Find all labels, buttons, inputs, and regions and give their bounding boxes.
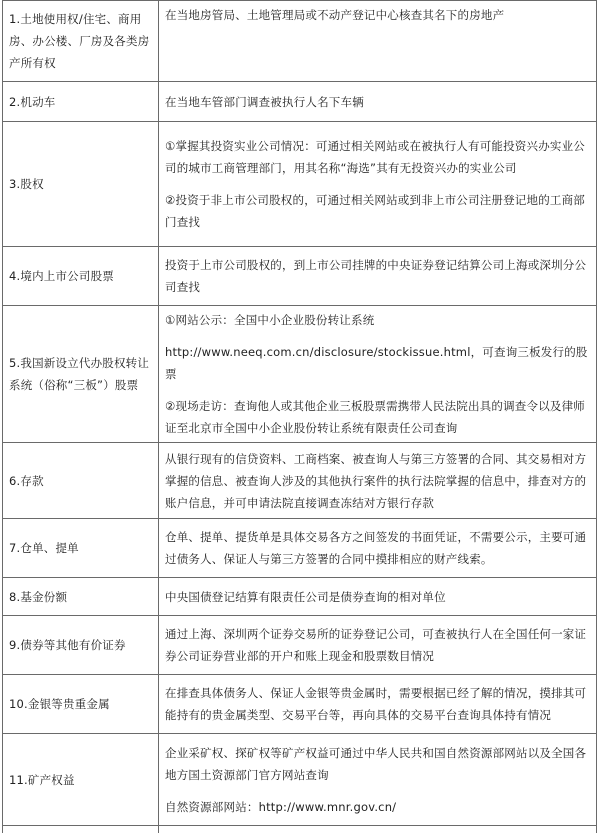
table-row bbox=[3, 82, 597, 122]
inquiry-method-text: ①掌握其投资实业公司情况：可通过相关网站或在被执行人有可能投资兴办实业公司的城市工商管理部门，用其名称“海选”其有无投资兴办的实业公司 bbox=[165, 139, 586, 175]
asset-category-cell: 5.我国新设立代办股权转让系统（俗称“三板”）股票 bbox=[3, 306, 159, 443]
inquiry-method-text: 中央国债登记结算有限责任公司是债券查询的相对单位 bbox=[165, 589, 446, 604]
inquiry-method-text: 在排查具体债务人、保证人金银等贵金属时，需要根据已经了解的情况，摸排其可能持有的贵金属类型、交易平台等，再向具体的交易平台查询具体持有情况 bbox=[165, 686, 587, 722]
stock-url-text: http://www.neeq.com.cn/disclosure/stockissue.html，可查询三板发行的股票 bbox=[165, 345, 588, 381]
asset-category-cell: 3.股权 bbox=[3, 122, 159, 247]
inquiry-method-cell bbox=[159, 122, 597, 247]
asset-inquiry-table bbox=[2, 0, 597, 833]
asset-category-cell: 10.金银等贵重金属 bbox=[3, 675, 159, 734]
inquiry-method-text: 在当地房管局、土地管理局或不动产登记中心核查其名下的房地产 bbox=[165, 8, 505, 22]
inquiry-method-text: 在当地车管部门调查被执行人名下车辆 bbox=[165, 94, 364, 109]
inquiry-method-text: 从银行现有的信贷资料、工商档案、被查询人与第三方签署的合同、其交易相对方掌握的信息、被查询人涉及的其他执行案件的执行法院掌握的信息中，排查对方的账户信息，并可申请法院直接调查冻结对方银行存款 bbox=[165, 451, 587, 510]
inquiry-method-text: ②现场走访：查询他人或其他企业三板股票需携带人民法院出具的调查令以及律师证至北京市全国中小企业股份转让系统有限责任公司查询 bbox=[165, 399, 586, 435]
table-row bbox=[3, 616, 597, 675]
inquiry-method-text: 通过上海、深圳两个证券交易所的证券登记公司，可查被执行人在全国任何一家证券公司证券营业部的开户和账上现金和股票数目情况 bbox=[165, 627, 587, 663]
table-row bbox=[3, 1, 597, 82]
inquiry-method-cell bbox=[159, 1, 597, 82]
inquiry-method-text: 企业采矿权、探矿权等矿产权益可通过中华人民共和国自然资源部网站以及全国各地方国土资源部门官方网站查询 bbox=[165, 745, 587, 782]
asset-category-cell: 7.仓单、提单 bbox=[3, 519, 159, 578]
website-url-text: 自然资源部网站：http://www.mnr.gov.cn/ bbox=[165, 799, 397, 814]
inquiry-method-text: ①网站公示：全国中小企业股份转让系统 bbox=[165, 313, 375, 327]
inquiry-method-cell bbox=[159, 616, 597, 675]
inquiry-method-cell bbox=[159, 578, 597, 616]
inquiry-method-text: ②投资于非上市公司股权的，可通过相关网站或到非上市公司注册登记地的工商部门查找 bbox=[165, 193, 586, 229]
table-row bbox=[3, 578, 597, 616]
inquiry-method-cell bbox=[159, 826, 597, 833]
inquiry-method-cell bbox=[159, 247, 597, 306]
table-row bbox=[3, 306, 597, 443]
table-row bbox=[3, 675, 597, 734]
table-row bbox=[3, 247, 597, 306]
inquiry-method-cell bbox=[159, 734, 597, 826]
asset-category-cell bbox=[3, 826, 159, 833]
asset-category-cell: 4.境内上市公司股票 bbox=[3, 247, 159, 306]
table-row bbox=[3, 443, 597, 519]
asset-category-cell: 1.土地使用权/住宅、商用房、办公楼、厂房及各类房产所有权 bbox=[3, 1, 159, 82]
inquiry-method-cell bbox=[159, 443, 597, 519]
inquiry-method-cell bbox=[159, 519, 597, 578]
table-row bbox=[3, 734, 597, 826]
asset-category-cell: 8.基金份额 bbox=[3, 578, 159, 616]
table-row bbox=[3, 122, 597, 247]
inquiry-method-cell bbox=[159, 306, 597, 443]
inquiry-method-text: 仓单、提单、提货单是具体交易各方之间签发的书面凭证，不需要公示，主要可通过债务人、保证人与第三方签署的合同中摸排相应的财产线索。 bbox=[165, 530, 587, 566]
inquiry-method-cell bbox=[159, 82, 597, 122]
table-row bbox=[3, 519, 597, 578]
asset-category-cell: 2.机动车 bbox=[3, 82, 159, 122]
asset-category-cell: 9.债券等其他有价证券 bbox=[3, 616, 159, 675]
table-row bbox=[3, 826, 597, 833]
asset-category-cell: 11.矿产权益 bbox=[3, 734, 159, 826]
inquiry-method-text: 投资于上市公司股权的，到上市公司挂牌的中央证券登记结算公司上海或深圳分公司查找 bbox=[165, 258, 587, 294]
inquiry-method-cell bbox=[159, 675, 597, 734]
asset-category-cell: 6.存款 bbox=[3, 443, 159, 519]
